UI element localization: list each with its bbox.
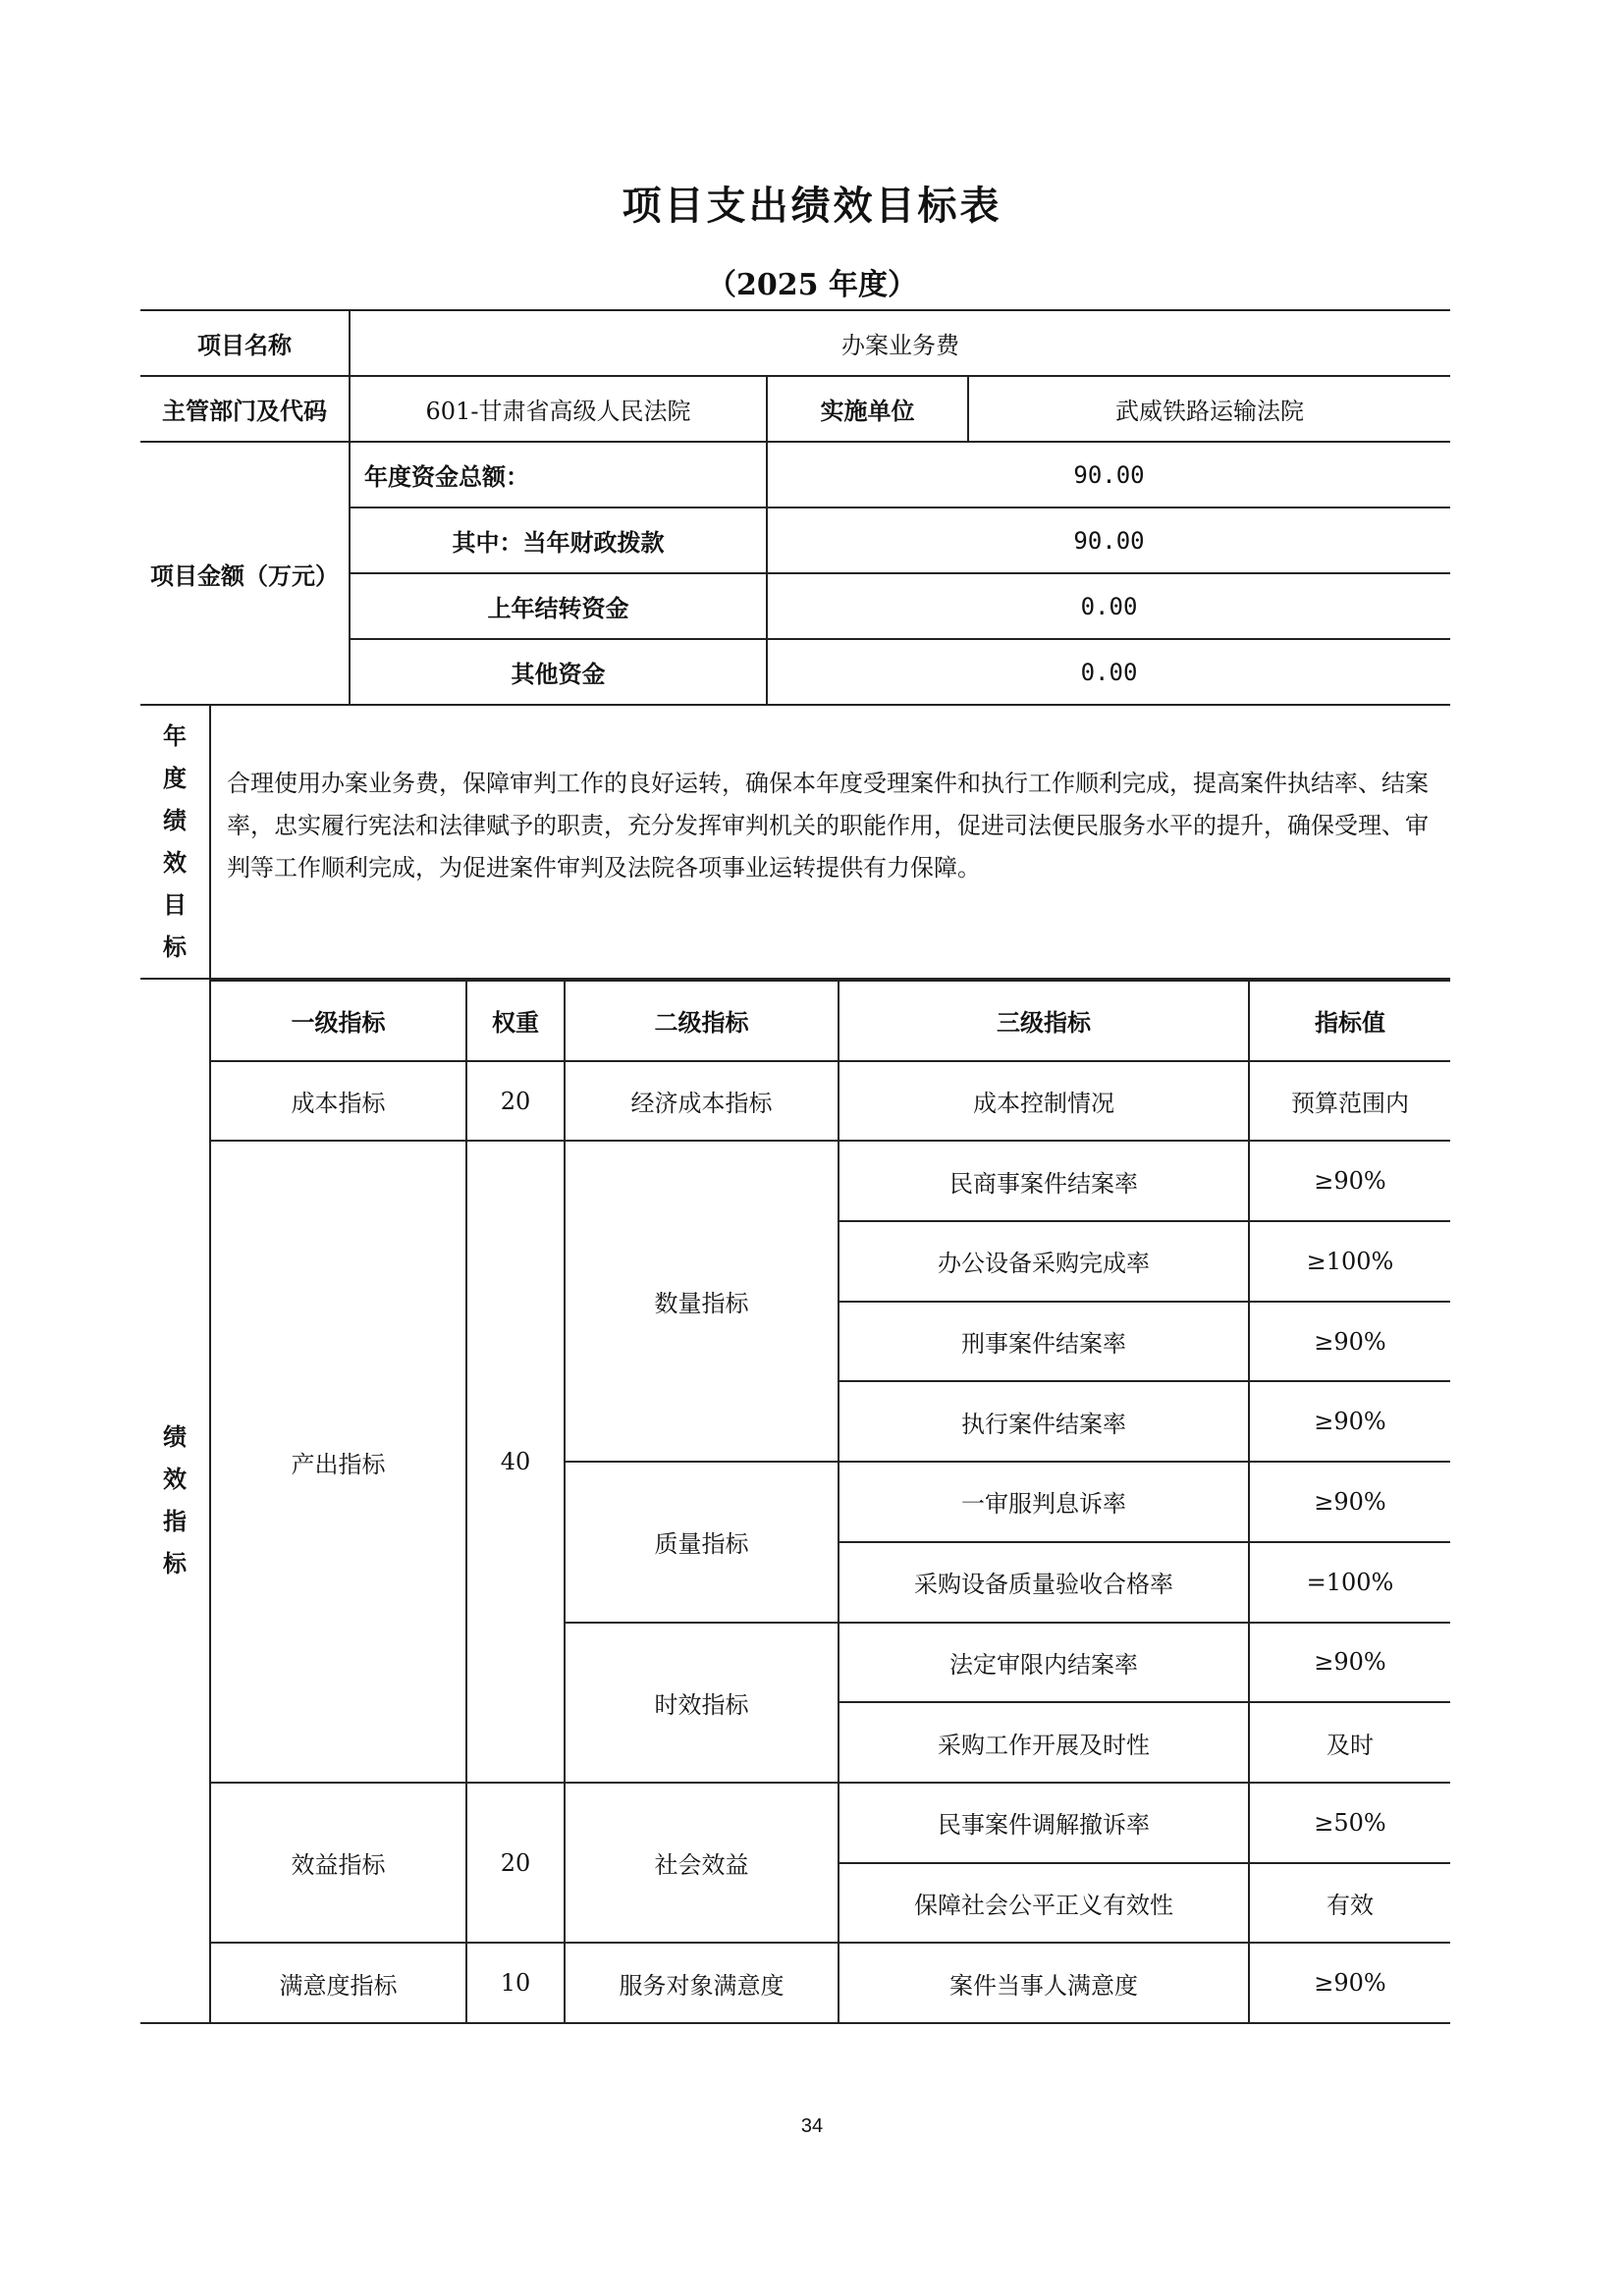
table-row: 采购工作开展及时性 及时 xyxy=(140,1702,1450,1783)
header-l3: 三级指标 xyxy=(839,981,1249,1061)
table-row: 办公设备采购完成率 ≥100% xyxy=(140,1221,1450,1302)
amount-carryover-value: 0.00 xyxy=(767,573,1450,639)
project-name-value: 办案业务费 xyxy=(350,310,1450,376)
table-row: 刑事案件结案率 ≥90% xyxy=(140,1302,1450,1382)
amount-fiscal-value: 90.00 xyxy=(767,507,1450,573)
amount-label: 项目金额（万元） xyxy=(140,442,350,705)
indicator-section-label: 绩 效 指 标 xyxy=(140,981,210,2023)
table-row: 执行案件结案率 ≥90% xyxy=(140,1381,1450,1462)
amount-other-value: 0.00 xyxy=(767,639,1450,705)
header-l1: 一级指标 xyxy=(210,981,466,1061)
table-row: 效益指标 20 社会效益 民事案件调解撤诉率 ≥50% xyxy=(140,1783,1450,1863)
amount-other-label: 其他资金 xyxy=(350,639,767,705)
dept-value: 601-甘肃省高级人民法院 xyxy=(350,376,767,442)
amount-total-label: 年度资金总额： xyxy=(350,442,767,507)
annual-goal-text: 合理使用办案业务费，保障审判工作的良好运转，确保本年度受理案件和执行工作顺利完成，提高案件执结率、结案率，忠实履行宪法和法律赋予的职责，充分发挥审判机关的职能作用，促进司法便民服务水平的提升，确保受理、审判等工作顺利完成，为促进案件审判及法院各项事业运转提供有力保障。 xyxy=(210,705,1450,979)
project-info-table xyxy=(140,309,1450,980)
table-row: 采购设备质量验收合格率 =100% xyxy=(140,1542,1450,1623)
table-row: 时效指标 法定审限内结案率 ≥90% xyxy=(140,1623,1450,1703)
table-row: 保障社会公平正义有效性 有效 xyxy=(140,1863,1450,1944)
amount-carryover-label: 上年结转资金 xyxy=(350,573,767,639)
header-weight: 权重 xyxy=(466,981,565,1061)
page-subtitle: （2025 年度） xyxy=(707,268,917,302)
header-value: 指标值 xyxy=(1249,981,1450,1061)
page-title: 项目支出绩效目标表 xyxy=(622,183,1002,229)
amount-fiscal-label: 其中：当年财政拨款 xyxy=(350,507,767,573)
project-name-label: 项目名称 xyxy=(140,310,350,376)
table-row: 成本指标 20 经济成本指标 成本控制情况 预算范围内 xyxy=(140,1061,1450,1142)
table-row: 满意度指标 10 服务对象满意度 案件当事人满意度 ≥90% xyxy=(140,1943,1450,2023)
page-number: 34 xyxy=(800,2115,824,2137)
table-row: 质量指标 一审服判息诉率 ≥90% xyxy=(140,1462,1450,1542)
unit-label: 实施单位 xyxy=(767,376,968,442)
dept-label: 主管部门及代码 xyxy=(140,376,350,442)
amount-total-value: 90.00 xyxy=(767,442,1450,507)
unit-value: 武威铁路运输法院 xyxy=(968,376,1450,442)
table-row: 产出指标 40 数量指标 民商事案件结案率 ≥90% xyxy=(140,1141,1450,1221)
indicator-table xyxy=(140,980,1450,2024)
header-l2: 二级指标 xyxy=(565,981,839,1061)
annual-goal-label: 年 度 绩 效 目 标 xyxy=(140,705,210,979)
